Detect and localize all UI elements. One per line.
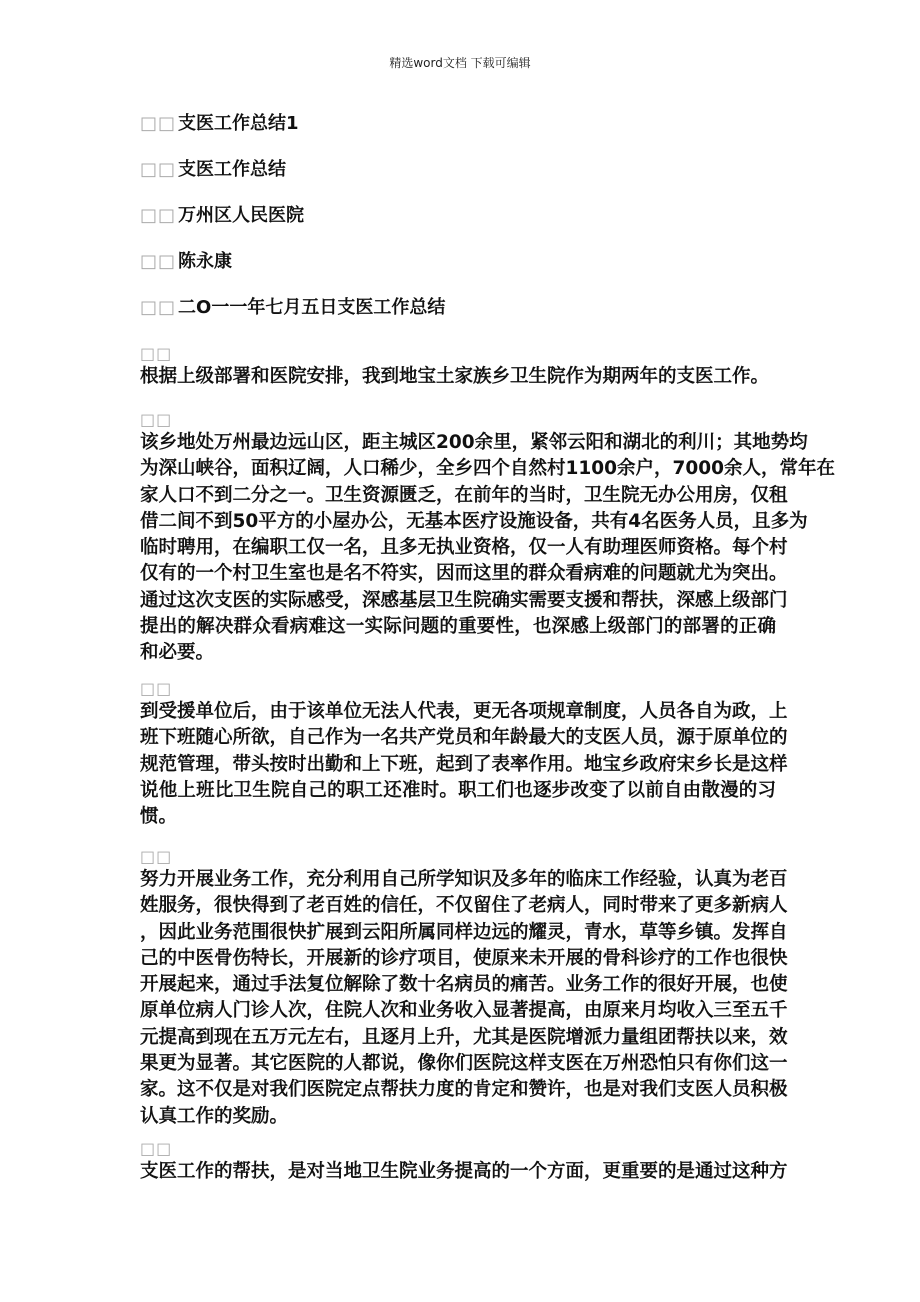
title-text: 二O一一年七月五日支医工作总结 [178,297,446,318]
title-text: 陈永康 [178,251,233,272]
missing-glyph-marker: □□ [140,297,177,318]
paragraph-line: 努力开展业务工作，充分利用自己所学知识及多年的临床工作经验，认真为老百 [140,869,788,890]
paragraph-line: 通过这次支医的实际感受，深感基层卫生院确实需要支援和帮扶，深感上级部门 [140,589,788,611]
paragraph [140,344,776,390]
paragraph-line: 家。这不仅是对我们医院定点帮扶力度的肯定和赞许，也是对我们支医人员积极 [140,1079,788,1101]
paragraph-line: 班下班随心所欲，自己作为一名共产党员和年龄最大的支医人员，源于原单位的 [140,727,788,749]
paragraph [140,410,835,667]
title-line [140,112,299,136]
paragraph [140,1139,788,1185]
paragraph-line: 根据上级部署和医院安排，我到地宝土家族乡卫生院作为期两年的支医工作。 [140,366,770,387]
title-line [140,158,286,182]
paragraph-line: 家人口不到二分之一。卫生资源匮乏，在前年的当时，卫生院无办公用房，仅租 [140,484,788,506]
page-header: 精选word文档 下载可编辑 [389,56,531,70]
paragraph-line: 说他上班比卫生院自己的职工还准时。职工们也逐步改变了以前自由散漫的习 [140,779,776,801]
title-text: 支医工作总结1 [178,113,299,134]
paragraph-line: 果更为显著。其它医院的人都说，像你们医院这样支医在万州恐怕只有你们这一 [140,1053,788,1075]
paragraph-line: 提出的解决群众看病难这一实际问题的重要性，也深感上级部门的部署的正确 [140,616,776,638]
missing-glyph-marker: □□ [140,1139,173,1158]
title-line [140,204,304,228]
paragraph-line: 仅有的一个村卫生室也是名不符实，因而这里的群众看病难的问题就尤为突出。 [140,563,788,585]
missing-glyph-marker: □□ [140,410,173,429]
paragraph-line: 规范管理，带头按时出勤和上下班，起到了表率作用。地宝乡政府宋乡长是这样 [140,753,788,775]
missing-glyph-marker: □□ [140,205,177,226]
paragraph-line: 姓服务，很快得到了老百姓的信任，不仅留住了老病人，同时带来了更多新病人 [140,895,788,917]
paragraph-line: 原单位病人门诊人次，住院人次和业务收入显著提高，由原来月均收入三至五千 [140,1000,788,1022]
paragraph-line: 临时聘用，在编职工仅一名，且多无执业资格，仅一人有助理医师资格。每个村 [140,537,788,559]
paragraph-line: 元提高到现在五万元左右，且逐月上升，尤其是医院增派力量组团帮扶以来，效 [140,1026,788,1048]
title-line [140,296,445,320]
paragraph-line: ，因此业务范围很快扩展到云阳所属同样边远的耀灵，青水，草等乡镇。发挥自 [140,921,788,943]
missing-glyph-marker: □□ [140,251,177,272]
paragraph-line: 开展起来，通过手法复位解除了数十名病员的痛苦。业务工作的很好开展，也使 [140,974,788,996]
paragraph-line: 惯。 [140,806,178,828]
title-text: 支医工作总结 [178,159,287,180]
paragraph-line: 己的中医骨伤特长，开展新的诊疗项目，使原来未开展的骨科诊疗的工作也很快 [140,947,788,969]
missing-glyph-marker: □□ [140,847,173,866]
missing-glyph-marker: □□ [140,344,173,363]
missing-glyph-marker: □□ [140,159,177,180]
paragraph-line: 借二间不到50平方的小屋办公，无基本医疗设施设备，共有4名医务人员，且多为 [140,510,808,532]
title-text: 万州区人民医院 [178,205,305,226]
paragraph-line: 到受援单位后，由于该单位无法人代表，更无各项规章制度，人员各自为政，上 [140,701,788,722]
paragraph-line: 支医工作的帮扶，是对当地卫生院业务提高的一个方面，更重要的是通过这种方 [140,1161,788,1182]
paragraph-line: 和必要。 [140,642,215,664]
paragraph-line: 为深山峡谷，面积辽阔，人口稀少，全乡四个自然村1100余户，7000余人，常年在 [140,458,835,480]
missing-glyph-marker: □□ [140,113,177,134]
paragraph [140,847,788,1130]
missing-glyph-marker: □□ [140,679,173,698]
title-line [140,250,232,274]
paragraph-line: 该乡地处万州最边远山区，距主城区200余里，紧邻云阳和湖北的利川；其地势均 [140,432,808,453]
paragraph-line: 认真工作的奖励。 [140,1105,289,1127]
paragraph [140,679,788,830]
